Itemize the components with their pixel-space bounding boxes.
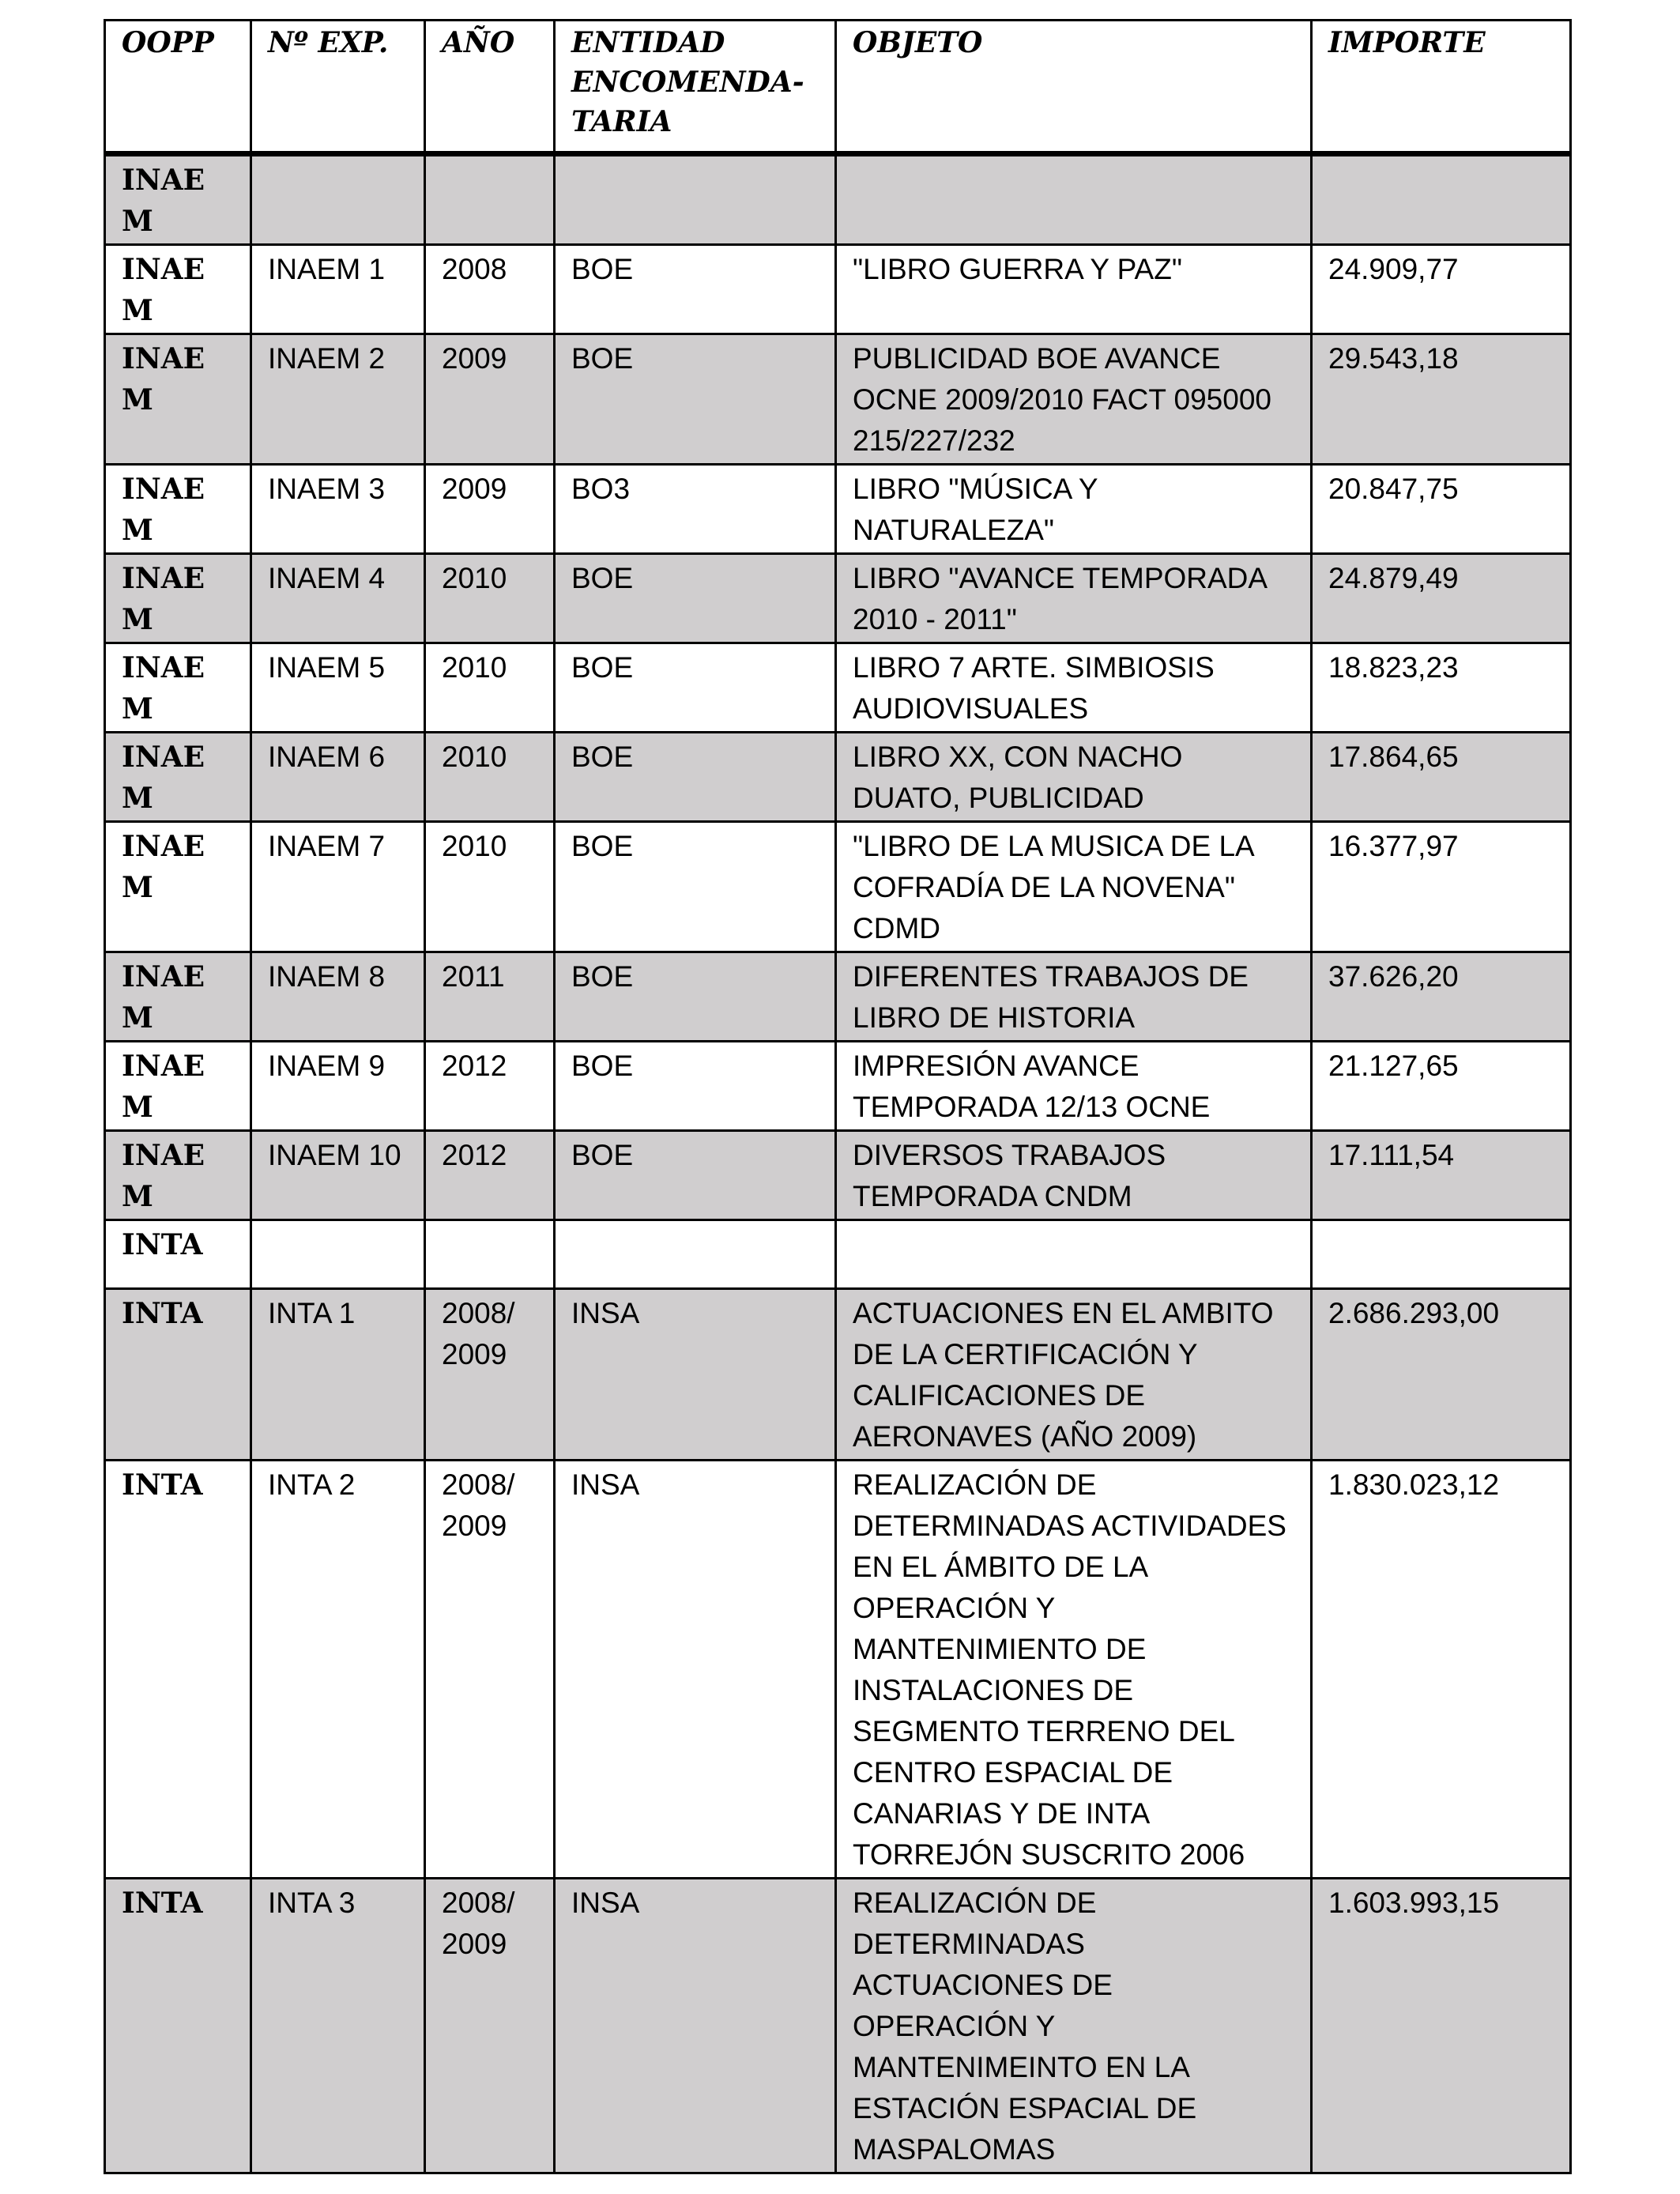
cell-anio: 2008/ 2009 (425, 1461, 555, 1879)
cell-entidad: BOE (555, 643, 836, 733)
cell-objeto: PUBLICIDAD BOE AVANCE OCNE 2009/2010 FACT 095000 215/227/232 (836, 334, 1312, 465)
table-row (105, 1879, 1571, 2173)
table-row (105, 733, 1571, 822)
header-oopp: OOPP (105, 21, 251, 154)
cell-oopp: INTA (105, 1461, 251, 1879)
cell-importe: 17.864,65 (1312, 733, 1571, 822)
header-importe: IMPORTE (1312, 21, 1571, 154)
section-row-inaem (105, 154, 1571, 245)
cell-entidad: BOE (555, 1131, 836, 1220)
cell-anio: 2010 (425, 554, 555, 643)
header-entidad: ENTIDAD ENCOMENDA-TARIA (555, 21, 836, 154)
header-anio: AÑO (425, 21, 555, 154)
cell-exp: INAEM 2 (251, 334, 425, 465)
cell-entidad: BO3 (555, 465, 836, 554)
cell-objeto: "LIBRO DE LA MUSICA DE LA COFRADÍA DE LA NOVENA" CDMD (836, 822, 1312, 952)
cell-objeto: DIVERSOS TRABAJOS TEMPORADA CNDM (836, 1131, 1312, 1220)
cell-importe: 37.626,20 (1312, 952, 1571, 1042)
section-row-inta (105, 1220, 1571, 1289)
cell-entidad: BOE (555, 822, 836, 952)
cell-importe: 1.603.993,15 (1312, 1879, 1571, 2173)
cell-objeto: "LIBRO GUERRA Y PAZ" (836, 245, 1312, 334)
cell-anio: 2010 (425, 643, 555, 733)
cell-entidad: BOE (555, 245, 836, 334)
cell-exp: INTA 3 (251, 1879, 425, 2173)
table-row (105, 822, 1571, 952)
cell-importe: 20.847,75 (1312, 465, 1571, 554)
cell-oopp: INTA (105, 1220, 251, 1289)
cell-anio (425, 154, 555, 245)
cell-anio: 2008/ 2009 (425, 1879, 555, 2173)
cell-anio: 2010 (425, 822, 555, 952)
cell-objeto: LIBRO 7 ARTE. SIMBIOSIS AUDIOVISUALES (836, 643, 1312, 733)
cell-entidad: BOE (555, 952, 836, 1042)
cell-entidad: INSA (555, 1461, 836, 1879)
cell-anio: 2008/ 2009 (425, 1289, 555, 1461)
cell-exp: INAEM 5 (251, 643, 425, 733)
cell-importe: 29.543,18 (1312, 334, 1571, 465)
cell-oopp: INAEM (105, 1131, 251, 1220)
expedientes-table (104, 19, 1572, 2174)
cell-objeto: LIBRO "MÚSICA Y NATURALEZA" (836, 465, 1312, 554)
cell-oopp: INAEM (105, 154, 251, 245)
table-row (105, 554, 1571, 643)
cell-importe (1312, 154, 1571, 245)
cell-importe: 21.127,65 (1312, 1042, 1571, 1131)
cell-exp (251, 154, 425, 245)
cell-objeto: LIBRO "AVANCE TEMPORADA 2010 - 2011" (836, 554, 1312, 643)
cell-anio (425, 1220, 555, 1289)
cell-oopp: INTA (105, 1879, 251, 2173)
cell-exp: INAEM 8 (251, 952, 425, 1042)
cell-anio: 2012 (425, 1042, 555, 1131)
cell-importe: 2.686.293,00 (1312, 1289, 1571, 1461)
cell-anio: 2010 (425, 733, 555, 822)
cell-exp: INAEM 7 (251, 822, 425, 952)
cell-oopp: INAEM (105, 1042, 251, 1131)
cell-anio: 2012 (425, 1131, 555, 1220)
cell-oopp: INAEM (105, 733, 251, 822)
table-row (105, 952, 1571, 1042)
table-row (105, 1461, 1571, 1879)
table-row (105, 465, 1571, 554)
cell-exp: INAEM 10 (251, 1131, 425, 1220)
cell-objeto: LIBRO XX, CON NACHO DUATO, PUBLICIDAD (836, 733, 1312, 822)
cell-entidad (555, 1220, 836, 1289)
table-row (105, 1289, 1571, 1461)
cell-exp: INAEM 4 (251, 554, 425, 643)
cell-oopp: INAEM (105, 334, 251, 465)
cell-oopp: INAEM (105, 822, 251, 952)
cell-importe: 24.879,49 (1312, 554, 1571, 643)
cell-entidad: INSA (555, 1289, 836, 1461)
header-num-exp: Nº EXP. (251, 21, 425, 154)
cell-anio: 2011 (425, 952, 555, 1042)
cell-oopp: INAEM (105, 643, 251, 733)
cell-entidad: BOE (555, 733, 836, 822)
cell-exp: INTA 2 (251, 1461, 425, 1879)
cell-exp (251, 1220, 425, 1289)
cell-entidad (555, 154, 836, 245)
cell-exp: INAEM 6 (251, 733, 425, 822)
cell-exp: INAEM 9 (251, 1042, 425, 1131)
cell-importe: 1.830.023,12 (1312, 1461, 1571, 1879)
table-row (105, 245, 1571, 334)
cell-importe (1312, 1220, 1571, 1289)
cell-importe: 17.111,54 (1312, 1131, 1571, 1220)
cell-entidad: BOE (555, 554, 836, 643)
cell-anio: 2009 (425, 334, 555, 465)
table-row (105, 1131, 1571, 1220)
cell-entidad: BOE (555, 1042, 836, 1131)
cell-objeto: REALIZACIÓN DE DETERMINADAS ACTIVIDADES EN EL ÁMBITO DE LA OPERACIÓN Y MANTENIMIENTO DE INSTALACIONES DE SEGMENTO TERRENO DEL CENTRO ESPACIAL DE CANARIAS Y DE INTA TORREJÓN SUSCRITO 2006 (836, 1461, 1312, 1879)
cell-entidad: BOE (555, 334, 836, 465)
cell-objeto (836, 154, 1312, 245)
cell-objeto (836, 1220, 1312, 1289)
header-objeto: OBJETO (836, 21, 1312, 154)
cell-objeto: ACTUACIONES EN EL AMBITO DE LA CERTIFICACIÓN Y CALIFICACIONES DE AERONAVES (AÑO 2009) (836, 1289, 1312, 1461)
header-row (105, 21, 1571, 154)
cell-oopp: INAEM (105, 245, 251, 334)
cell-oopp: INTA (105, 1289, 251, 1461)
cell-objeto: DIFERENTES TRABAJOS DE LIBRO DE HISTORIA (836, 952, 1312, 1042)
table-row (105, 643, 1571, 733)
cell-oopp: INAEM (105, 554, 251, 643)
cell-anio: 2008 (425, 245, 555, 334)
cell-entidad: INSA (555, 1879, 836, 2173)
cell-objeto: IMPRESIÓN AVANCE TEMPORADA 12/13 OCNE (836, 1042, 1312, 1131)
cell-exp: INAEM 3 (251, 465, 425, 554)
cell-oopp: INAEM (105, 465, 251, 554)
cell-importe: 24.909,77 (1312, 245, 1571, 334)
cell-anio: 2009 (425, 465, 555, 554)
cell-exp: INAEM 1 (251, 245, 425, 334)
table-row (105, 1042, 1571, 1131)
cell-exp: INTA 1 (251, 1289, 425, 1461)
cell-importe: 18.823,23 (1312, 643, 1571, 733)
table-row (105, 334, 1571, 465)
cell-objeto: REALIZACIÓN DE DETERMINADAS ACTUACIONES DE OPERACIÓN Y MANTENIMEINTO EN LA ESTACIÓN ESPACIAL DE MASPALOMAS (836, 1879, 1312, 2173)
cell-oopp: INAEM (105, 952, 251, 1042)
cell-importe: 16.377,97 (1312, 822, 1571, 952)
